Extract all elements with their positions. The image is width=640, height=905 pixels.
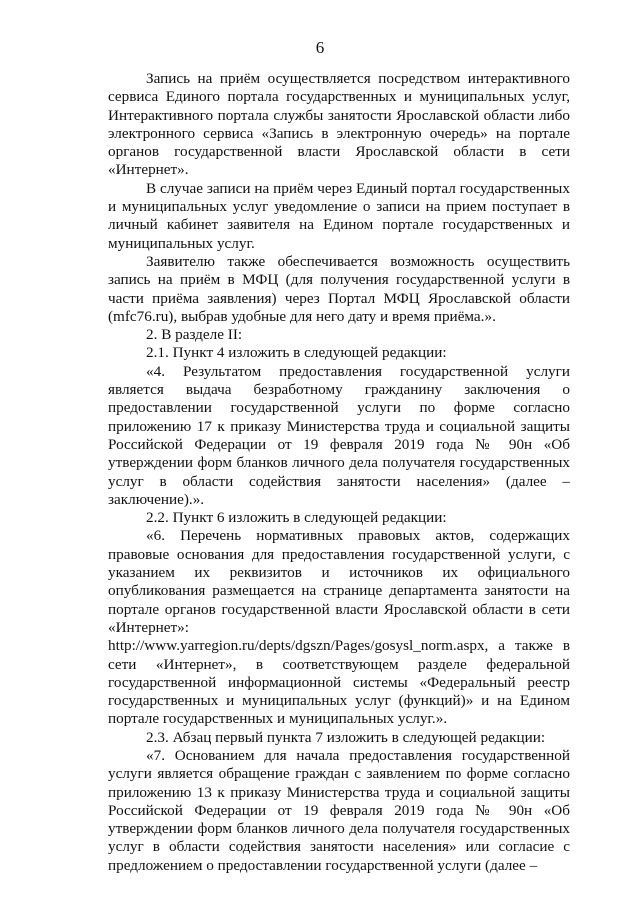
paragraph-mfc-booking: Заявителю также обеспечивается возможность осуществить запись на приём в МФЦ (для получения государственной услуги в части приёма заявления) через Портал МФЦ Ярославской области (mfc76.ru), выбрав удобные для него дату и время приёма.». — [108, 252, 570, 325]
page-number: 6 — [315, 38, 325, 57]
paragraph-appointment-booking: Запись на приём осуществляется посредством интерактивного сервиса Единого портала государственных и муниципальных услуг, Интерактивного портала службы занятости Ярославской области либо электронного сервиса «Запись в электронную очередь» на портале органов государственной власти Ярославской области в сети «Интернет». — [108, 70, 570, 179]
paragraph-item-2-3: 2.3. Абзац первый пункта 7 изложить в следующей редакции: — [146, 728, 546, 746]
paragraph-booking-notification: В случае записи на приём через Единый портал государственных и муниципальных услуг уведомление о записи на прием поступает в личный кабинет заявителя на Едином портале государственных и муниципальных услуг. — [108, 179, 570, 252]
paragraph-section-2: 2. В разделе II: — [146, 326, 243, 344]
document-body — [108, 70, 570, 875]
paragraph-item-2-1: 2.1. Пункт 4 изложить в следующей редакции: — [146, 344, 447, 362]
paragraph-url-continuation: http://www.yarregion.ru/depts/dgszn/Pages/gosysl_norm.aspx, а также в сети «Интернет», в соответствующем разделе федеральной государственной информационной системы «Федеральный реестр государственных и муниципальных услуг (функций)» и на Едином портале государственных и муниципальных услуг.». — [108, 637, 570, 728]
paragraph-point-7-text: «7. Основанием для начала предоставления государственной услуги является обращение граждан с заявлением по форме согласно приложению 13 к приказу Министерства труда и социальной защиты Российской Федерации от 19 февраля 2019 года № 90н «Об утверждении форм бланков личного дела получателя государственных услуг в области содействия занятости населения» или согласие с предложением о предоставлении государственной услуги (далее – — [108, 746, 570, 874]
paragraph-point-6-text: «6. Перечень нормативных правовых актов, содержащих правовые основания для предоставления государственной услуги, с указанием их реквизитов и источников их официального опубликования размещается на странице департамента занятости на портале органов государственной власти Ярославской области в сети «Интернет»: — [108, 527, 570, 636]
paragraph-point-4-text: «4. Результатом предоставления государственной услуги является выдача безработному гражданину заключения о предоставлении государственной услуги по форме согласно приложению 17 к приказу Министерства труда и социальной защиты Российской Федерации от 19 февраля 2019 года № 90н «Об утверждении форм бланков личного дела получателя государственных услуг в области содействия занятости населения» (далее – заключение).». — [108, 362, 570, 508]
paragraph-item-2-2: 2.2. Пункт 6 изложить в следующей редакции: — [146, 509, 447, 527]
